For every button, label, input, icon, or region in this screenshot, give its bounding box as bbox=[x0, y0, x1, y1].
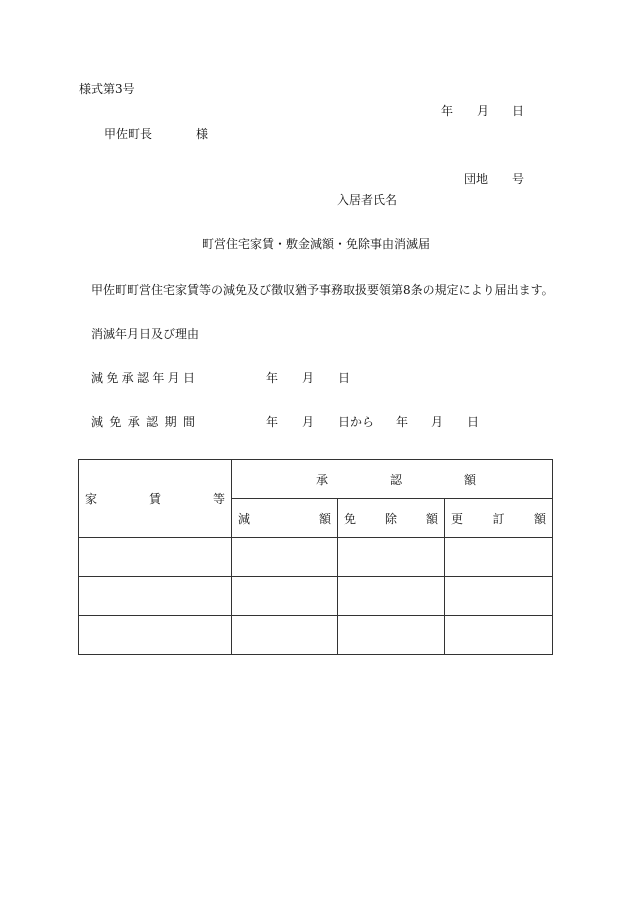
approval-period-month: 月 bbox=[302, 415, 315, 429]
table-cell[interactable] bbox=[338, 538, 445, 577]
danchi-label: 団地 bbox=[464, 172, 489, 186]
exemption-amount-label bbox=[344, 510, 438, 527]
table-cell[interactable] bbox=[232, 616, 338, 655]
approval-period-end-day: 日 bbox=[467, 415, 480, 429]
date-year-label: 年 bbox=[441, 104, 454, 118]
document-title: 町営住宅家賃・敷金減額・免除事由消滅届 bbox=[202, 237, 431, 251]
approval-period-end-month: 月 bbox=[431, 415, 444, 429]
approval-period-char: 承 bbox=[127, 415, 140, 429]
revised-amount-header bbox=[445, 499, 553, 538]
table-cell[interactable] bbox=[79, 616, 232, 655]
revised-char: 額 bbox=[534, 511, 547, 526]
approved-amount-header-label bbox=[316, 471, 476, 488]
table-row bbox=[79, 577, 553, 616]
date-month-label: 月 bbox=[477, 104, 490, 118]
date-day-label: 日 bbox=[512, 104, 525, 118]
exemption-amount-header bbox=[338, 499, 445, 538]
table-cell[interactable] bbox=[445, 538, 553, 577]
approval-period-char: 認 bbox=[146, 415, 159, 429]
approval-date-char: 月 bbox=[167, 371, 180, 385]
rent-header-cell bbox=[79, 460, 232, 538]
table-cell[interactable] bbox=[338, 577, 445, 616]
rent-header-char: 等 bbox=[212, 492, 225, 506]
approved-amount-char: 額 bbox=[464, 472, 477, 487]
resident-name-label: 入居者氏名 bbox=[337, 193, 398, 207]
table-cell[interactable] bbox=[232, 577, 338, 616]
approval-date-char: 承 bbox=[121, 371, 134, 385]
approval-date-char: 認 bbox=[136, 371, 149, 385]
approval-date-char: 年 bbox=[152, 371, 165, 385]
table-cell[interactable] bbox=[338, 616, 445, 655]
approval-period-char: 期 bbox=[164, 415, 177, 429]
approval-date-month: 月 bbox=[302, 371, 315, 385]
approval-date-day: 日 bbox=[338, 371, 351, 385]
approval-date-char: 減 bbox=[91, 371, 104, 385]
approved-amount-char: 承 bbox=[316, 472, 329, 487]
revised-char: 更 bbox=[451, 511, 464, 526]
form-number: 様式第3号 bbox=[79, 82, 135, 96]
exemption-char: 額 bbox=[425, 511, 438, 526]
reduction-amount-label bbox=[238, 510, 331, 527]
revised-amount-label bbox=[451, 510, 546, 527]
exemption-char: 免 bbox=[344, 511, 357, 526]
approval-period-from: 日から bbox=[338, 415, 375, 429]
approval-date-year: 年 bbox=[266, 371, 279, 385]
approval-period-label bbox=[91, 415, 195, 429]
table-row bbox=[79, 616, 553, 655]
approved-amount-header-cell bbox=[232, 460, 553, 499]
honorific: 様 bbox=[196, 127, 209, 141]
table-cell[interactable] bbox=[445, 577, 553, 616]
approved-amount-table bbox=[78, 459, 553, 655]
table-cell[interactable] bbox=[79, 577, 232, 616]
approval-date-label bbox=[91, 371, 195, 385]
reduction-amount-header bbox=[232, 499, 338, 538]
exemption-char: 除 bbox=[384, 511, 397, 526]
table-cell[interactable] bbox=[232, 538, 338, 577]
room-number-label: 号 bbox=[512, 172, 525, 186]
reason-label: 消滅年月日及び理由 bbox=[91, 327, 200, 341]
approved-amount-char: 認 bbox=[390, 472, 403, 487]
reduction-char: 減 bbox=[238, 511, 251, 526]
approval-period-end-year: 年 bbox=[396, 415, 409, 429]
rent-header-char: 家 bbox=[85, 492, 98, 506]
approval-period-year: 年 bbox=[266, 415, 279, 429]
approval-period-char: 間 bbox=[182, 415, 195, 429]
table-row bbox=[79, 538, 553, 577]
recipient: 甲佐町長 bbox=[104, 127, 153, 141]
approval-date-char: 免 bbox=[106, 371, 119, 385]
revised-char: 訂 bbox=[492, 511, 505, 526]
reduction-char: 額 bbox=[318, 511, 331, 526]
approval-period-char: 減 bbox=[91, 415, 104, 429]
table-cell[interactable] bbox=[79, 538, 232, 577]
body-text: 甲佐町町営住宅家賃等の減免及び徴収猶予事務取扱要領第8条の規定により届出ます。 bbox=[91, 283, 554, 297]
approval-period-char: 免 bbox=[109, 415, 122, 429]
approval-date-char: 日 bbox=[182, 371, 195, 385]
table-cell[interactable] bbox=[445, 616, 553, 655]
rent-header-label bbox=[85, 490, 225, 507]
rent-header-char: 賃 bbox=[148, 492, 161, 506]
